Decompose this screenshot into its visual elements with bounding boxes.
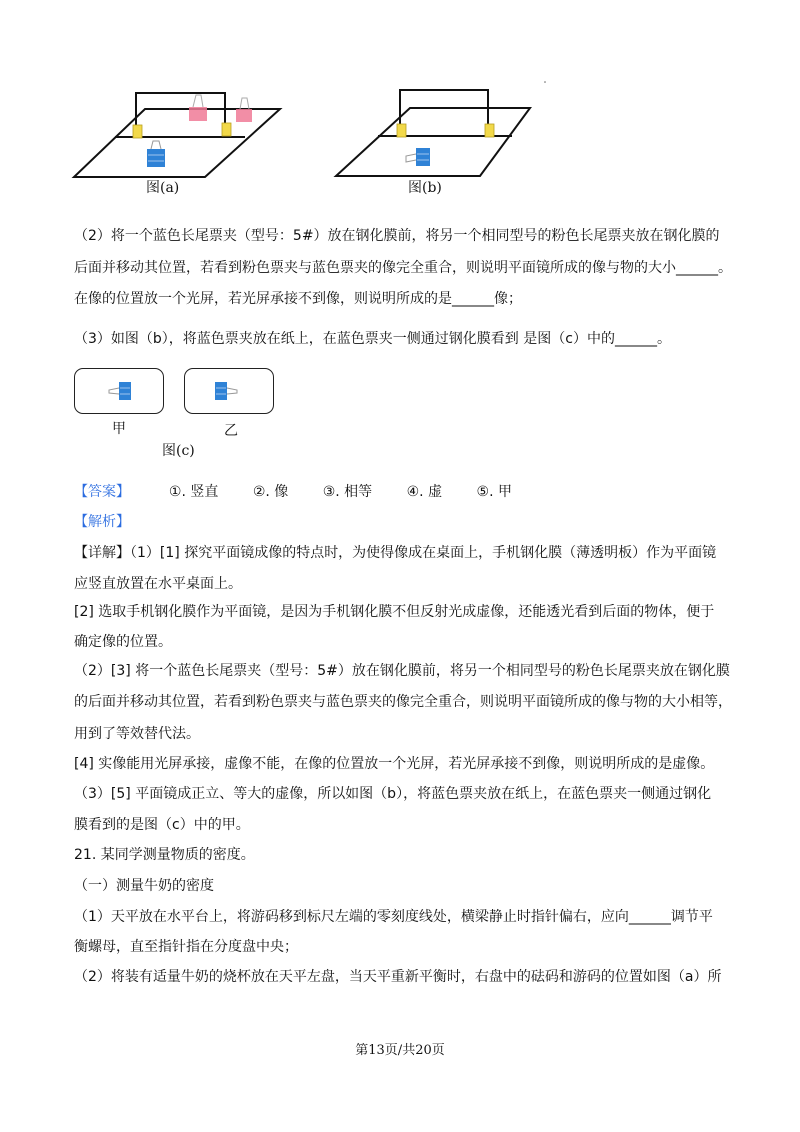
blue-clip: [406, 148, 430, 166]
question-21-subtitle: （一）测量牛奶的密度: [74, 878, 214, 894]
answer-label: 【答案】: [74, 484, 130, 500]
figure-c-label-right: 乙: [224, 423, 238, 439]
question-2-line-3: 在像的位置放一个光屏，若光屏承接不到像，则说明所成的是______像；: [74, 291, 522, 307]
analysis-line: 【详解】（1）[1] 探究平面镜成像的特点时，为使得像成在桌面上，手机钢化膜（薄透明板）作为平面镜: [74, 545, 717, 561]
analysis-line: 应竖直放置在水平桌面上。: [74, 576, 242, 592]
page-number: 第13页/共20页: [355, 1043, 445, 1058]
analysis-line: 膜看到的是图（c）中的甲。: [74, 817, 250, 833]
analysis-line: 用到了等效替代法。: [74, 726, 200, 742]
question-21-line-2: 衡螺母，直至指针指在分度盘中央；: [74, 939, 298, 955]
figure-a-caption: 图(a): [146, 180, 180, 196]
figure-c-caption: 图(c): [162, 443, 195, 459]
answer-item: ③. 相等: [322, 484, 373, 500]
answer-item: ④. 虚: [406, 484, 443, 500]
figure-a: [70, 85, 300, 185]
figure-c-label-left: 甲: [112, 421, 126, 437]
question-21-line-3: （2）将装有适量牛奶的烧杯放在天平左盘，当天平重新平衡时，右盘中的砝码和游码的位置如图（a）所: [74, 969, 722, 985]
question-2-line-1: （2）将一个蓝色长尾票夹（型号：5#）放在钢化膜前，将另一个相同型号的粉色长尾票夹放在钢化膜的: [74, 228, 720, 244]
analysis-line: [2] 选取手机钢化膜作为平面镜，是因为手机钢化膜不但反射光成虚像，还能透光看到后面的物体，便于: [74, 604, 715, 620]
question-2-line-2: 后面并移动其位置，若看到粉色票夹与蓝色票夹的像完全重合，则说明平面镜所成的像与物的大小______。: [74, 260, 732, 276]
analysis-line: 确定像的位置。: [74, 634, 172, 650]
blue-clip: [147, 141, 165, 167]
analysis-line: [4] 实像能用光屏承接，虚像不能，在像的位置放一个光屏，若光屏承接不到像，则说明所成的是虚像。: [74, 756, 715, 772]
question-21-line-1: （1）天平放在水平台上，将游码移到标尺左端的零刻度线处，横梁静止时指针偏右，应向______调节平: [74, 909, 713, 925]
analysis-line: 的后面并移动其位置，若看到粉色票夹与蓝色票夹的像完全重合，则说明平面镜所成的像与物的大小相等，: [74, 694, 732, 710]
answer-item: ⑤. 甲: [476, 484, 512, 500]
analysis-line: （3）[5] 平面镜成正立、等大的虚像，所以如图（b），将蓝色票夹放在纸上，在蓝色票夹一侧通过钢化: [74, 786, 712, 802]
answer-item: ②. 像: [252, 484, 289, 500]
answer-row: [74, 482, 542, 502]
figure-c-panel-left: [74, 368, 164, 414]
pink-clip-1: [189, 95, 207, 121]
question-3-line-1: （3）如图（b），将蓝色票夹放在纸上，在蓝色票夹一侧通过钢化膜看到 是图（c）中的______。: [74, 331, 671, 347]
figure-c-panel-right: [184, 368, 274, 414]
blue-clip-icon: [75, 369, 163, 413]
blue-clip-icon: [185, 369, 273, 413]
figure-b-caption: 图(b): [408, 180, 442, 196]
question-21-title: 21. 某同学测量物质的密度。: [74, 847, 255, 863]
figure-b: [330, 78, 560, 183]
pink-clip-2: [236, 98, 252, 122]
answer-item: ①. 竖直: [168, 484, 219, 500]
analysis-line: （2）[3] 将一个蓝色长尾票夹（型号：5#）放在钢化膜前，将另一个相同型号的粉色长尾票夹放在钢化膜: [74, 663, 730, 679]
analysis-label: 【解析】: [74, 514, 130, 530]
